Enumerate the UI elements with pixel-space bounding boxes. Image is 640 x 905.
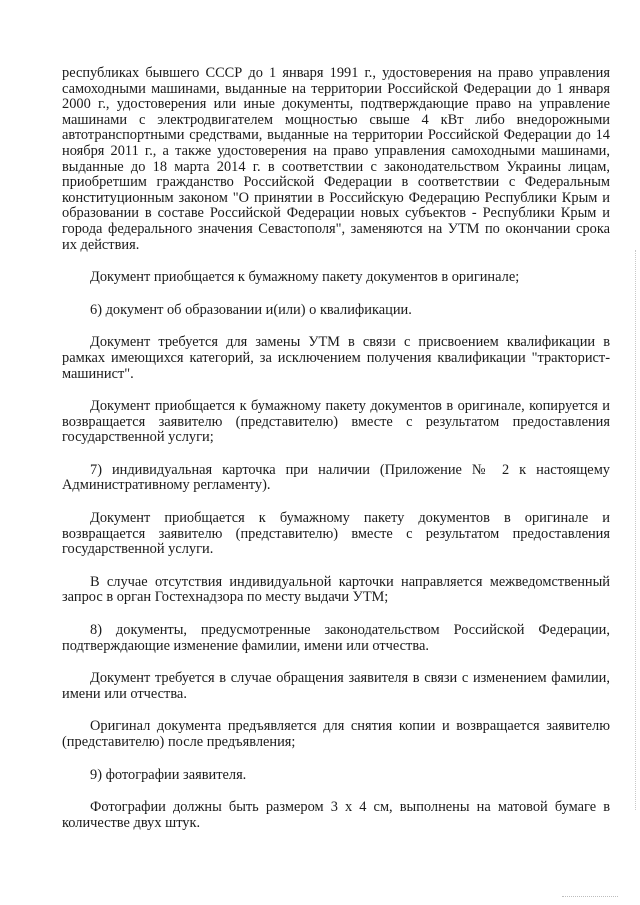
list-item-6: 6) документ об образовании и(или) о квалификации. bbox=[90, 301, 412, 318]
list-item-8: 8) документы, предусмотренные законодательством Российской Федерации, подтверждающие изменение фамилии, имени или отчества. bbox=[62, 622, 610, 654]
paragraph: В случае отсутствия индивидуальной карточки направляется межведомственный запрос в орган Гостехнадзора по месту выдачи УТМ; bbox=[62, 573, 610, 606]
list-item-7: 7) индивидуальная карточка при наличии (Приложение № 2 к настоящему Административному регламенту). bbox=[62, 461, 610, 494]
paragraph: Документ приобщается к бумажному пакету документов в оригинале и возвращается заявителю (представителю) вместе с результатом предоставления государственной услуги. bbox=[62, 510, 610, 558]
paragraph: Документ требуется для замены УТМ в связи с присвоением квалификации в рамках имеющихся категорий, за исключением получения квалификации "тракторист-машинист". bbox=[62, 334, 610, 382]
scan-edge-line bbox=[634, 250, 636, 810]
list-item-9: 9) фотографии заявителя. bbox=[90, 766, 247, 783]
paragraph: Документ приобщается к бумажному пакету документов в оригинале, копируется и возвращается заявителю (представителю) вместе с результатом предоставления государственной услуги; bbox=[62, 398, 610, 446]
paragraph: Документ требуется в случае обращения заявителя в связи с изменением фамилии, имени или отчества. bbox=[62, 670, 610, 702]
document-body bbox=[62, 66, 610, 848]
paragraph: Фотографии должны быть размером 3 х 4 см, выполнены на матовой бумаге в количестве двух штук. bbox=[62, 799, 610, 831]
scan-bottom-mark bbox=[562, 895, 618, 897]
paragraph: Оригинал документа предъявляется для снятия копии и возвращается заявителю (представителю) после предъявления; bbox=[62, 718, 610, 750]
paragraph: республиках бывшего СССР до 1 января 1991 г., удостоверения на право управления самоходными машинами, выданные на территории Российской Федерации до 1 января 2000 г., удостоверения или иные документы, подтверждающие право на управление машинами с электродвигателем мощностью свыше 4 кВт либо внедорожными автотранспортными средствами, выданные на территории Российской Федерации до 14 ноября 2011 г., а также удостоверения на право управления самоходными машинами, выданные до 18 марта 2014 г. в соответствии с законодательством Украины лицам, приобретшим гражданство Российской Федерации в соответствии с Федеральным конституционным законом "О принятии в Российскую Федерацию Республики Крым и образовании в составе Российской Федерации новых субъектов - Республики Крым и города федерального значения Севастополя", заменяются на УТМ по окончании срока их действия. bbox=[62, 65, 610, 253]
paragraph: Документ приобщается к бумажному пакету документов в оригинале; bbox=[90, 269, 520, 286]
